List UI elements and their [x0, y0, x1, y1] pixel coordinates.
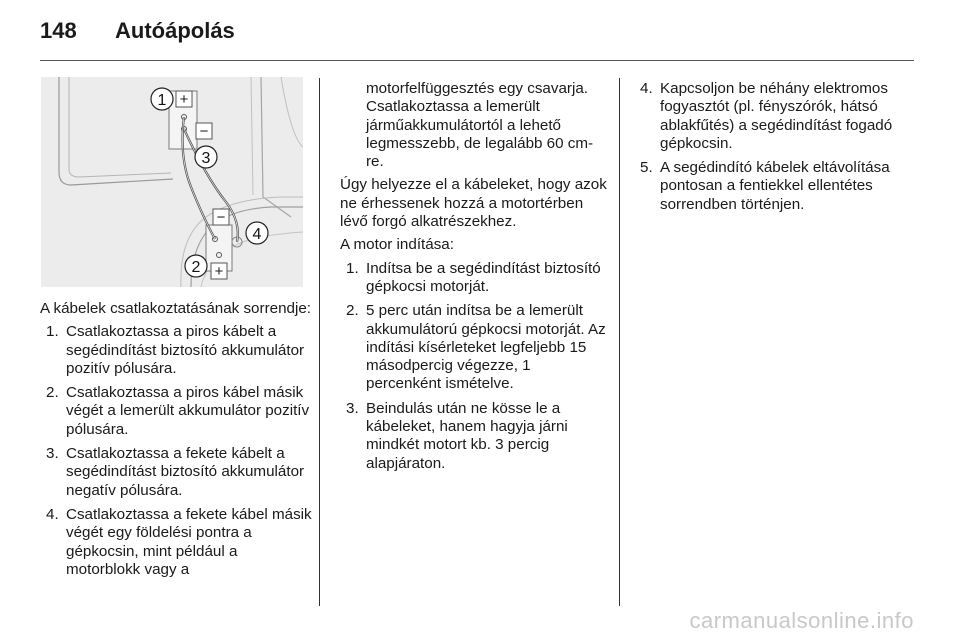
minus-symbol: − — [199, 123, 209, 140]
list-item — [40, 384, 312, 439]
list-item — [640, 80, 916, 153]
step-number: 5. — [640, 159, 653, 177]
column-divider — [619, 78, 620, 606]
step-text: Beindulás után ne kösse le a kábeleket, hanem hagyja járni mindkét motort kb. 3 percig alapjáraton. — [366, 399, 568, 472]
list-item — [40, 323, 312, 378]
column-3 — [640, 80, 916, 220]
step-text: Csatlakoztassa a piros kábelt a segédindítást biztosító akkumulátor pozitív pólusára. — [66, 323, 305, 377]
step-text: 5 perc után indítsa be a lemerült akkumulátorú gépkocsi motorját. Az indítási kísérleteket legfeljebb 15 másodpercig végezze, 1 percenként ismételve. — [366, 302, 606, 393]
step-number: 3. — [346, 399, 359, 417]
connection-steps — [40, 323, 312, 579]
minus-symbol: − — [216, 209, 226, 226]
callout-2-label: 2 — [191, 259, 201, 276]
step-text: Csatlakoztassa a piros kábel másik végét a lemerült akkumulátor pozitív pólusára. — [66, 384, 310, 438]
list-item — [340, 302, 608, 393]
list-item — [640, 159, 916, 214]
step-text: Csatlakoztassa a fekete kábel másik végét egy földelési pontra a gépkocsin, mint például a motorblokk vagy a — [66, 505, 312, 578]
step-number: 1. — [346, 259, 359, 277]
paragraph: A motor indítása: — [340, 236, 454, 254]
list-item — [340, 400, 608, 473]
column-2 — [340, 80, 608, 479]
step-number: 2. — [346, 302, 359, 320]
step-text: Indítsa be a segédindítást biztosító gépkocsi motorját. — [366, 259, 601, 295]
page-title: Autóápolás — [115, 18, 235, 43]
column-1 — [40, 300, 312, 585]
header-divider — [40, 60, 914, 61]
watermark: carmanualsonline.info — [689, 608, 914, 633]
step-number: 2. — [46, 384, 59, 402]
list-item — [40, 445, 312, 500]
column-divider — [319, 78, 320, 606]
list-item — [340, 260, 608, 297]
body-panel-line — [261, 77, 291, 217]
callout-1-label: 1 — [157, 92, 167, 109]
step-text: A segédindító kábelek eltávolítása pontosan a fentiekkel ellentétes sorrendben történjen. — [660, 159, 890, 213]
step-text: Kapcsoljon be néhány elektromos fogyasztót (pl. fényszórók, hátsó ablakfűtés) a segédindítást fogadó gépkocsin. — [660, 80, 893, 152]
jump-start-diagram — [41, 77, 303, 287]
page-number: 148 — [40, 18, 77, 43]
step-number: 4. — [640, 80, 653, 97]
step-number: 4. — [46, 505, 59, 523]
paragraph: Úgy helyezze el a kábeleket, hogy azok ne érhessenek hozzá a motortérben lévő forgó alkatrészekhez. — [340, 176, 607, 231]
intro-text: A kábelek csatlakoztatásának sorrendje: — [40, 300, 312, 317]
engine-start-steps-continued — [640, 80, 916, 214]
callout-4-label: 4 — [252, 226, 262, 243]
body-panel-line — [251, 77, 253, 195]
plus-symbol: + — [214, 263, 224, 280]
callout-3-label: 3 — [201, 150, 211, 167]
step-text: Csatlakoztassa a fekete kábelt a segédindítást biztosító akkumulátor negatív pólusára. — [66, 445, 305, 499]
diagram-svg — [41, 77, 303, 287]
step-number: 1. — [46, 323, 59, 341]
list-item — [40, 506, 312, 579]
engine-start-steps — [340, 260, 608, 473]
body-panel-line — [281, 77, 303, 147]
step-continuation: motorfelfüggesztés egy csavarja. Csatlakoztassa a lemerült járműakkumulátortól a lehető legmesszebb, de legalább 60 cm-re. — [366, 80, 594, 171]
step-number: 3. — [46, 445, 59, 463]
plus-symbol: + — [179, 91, 189, 108]
